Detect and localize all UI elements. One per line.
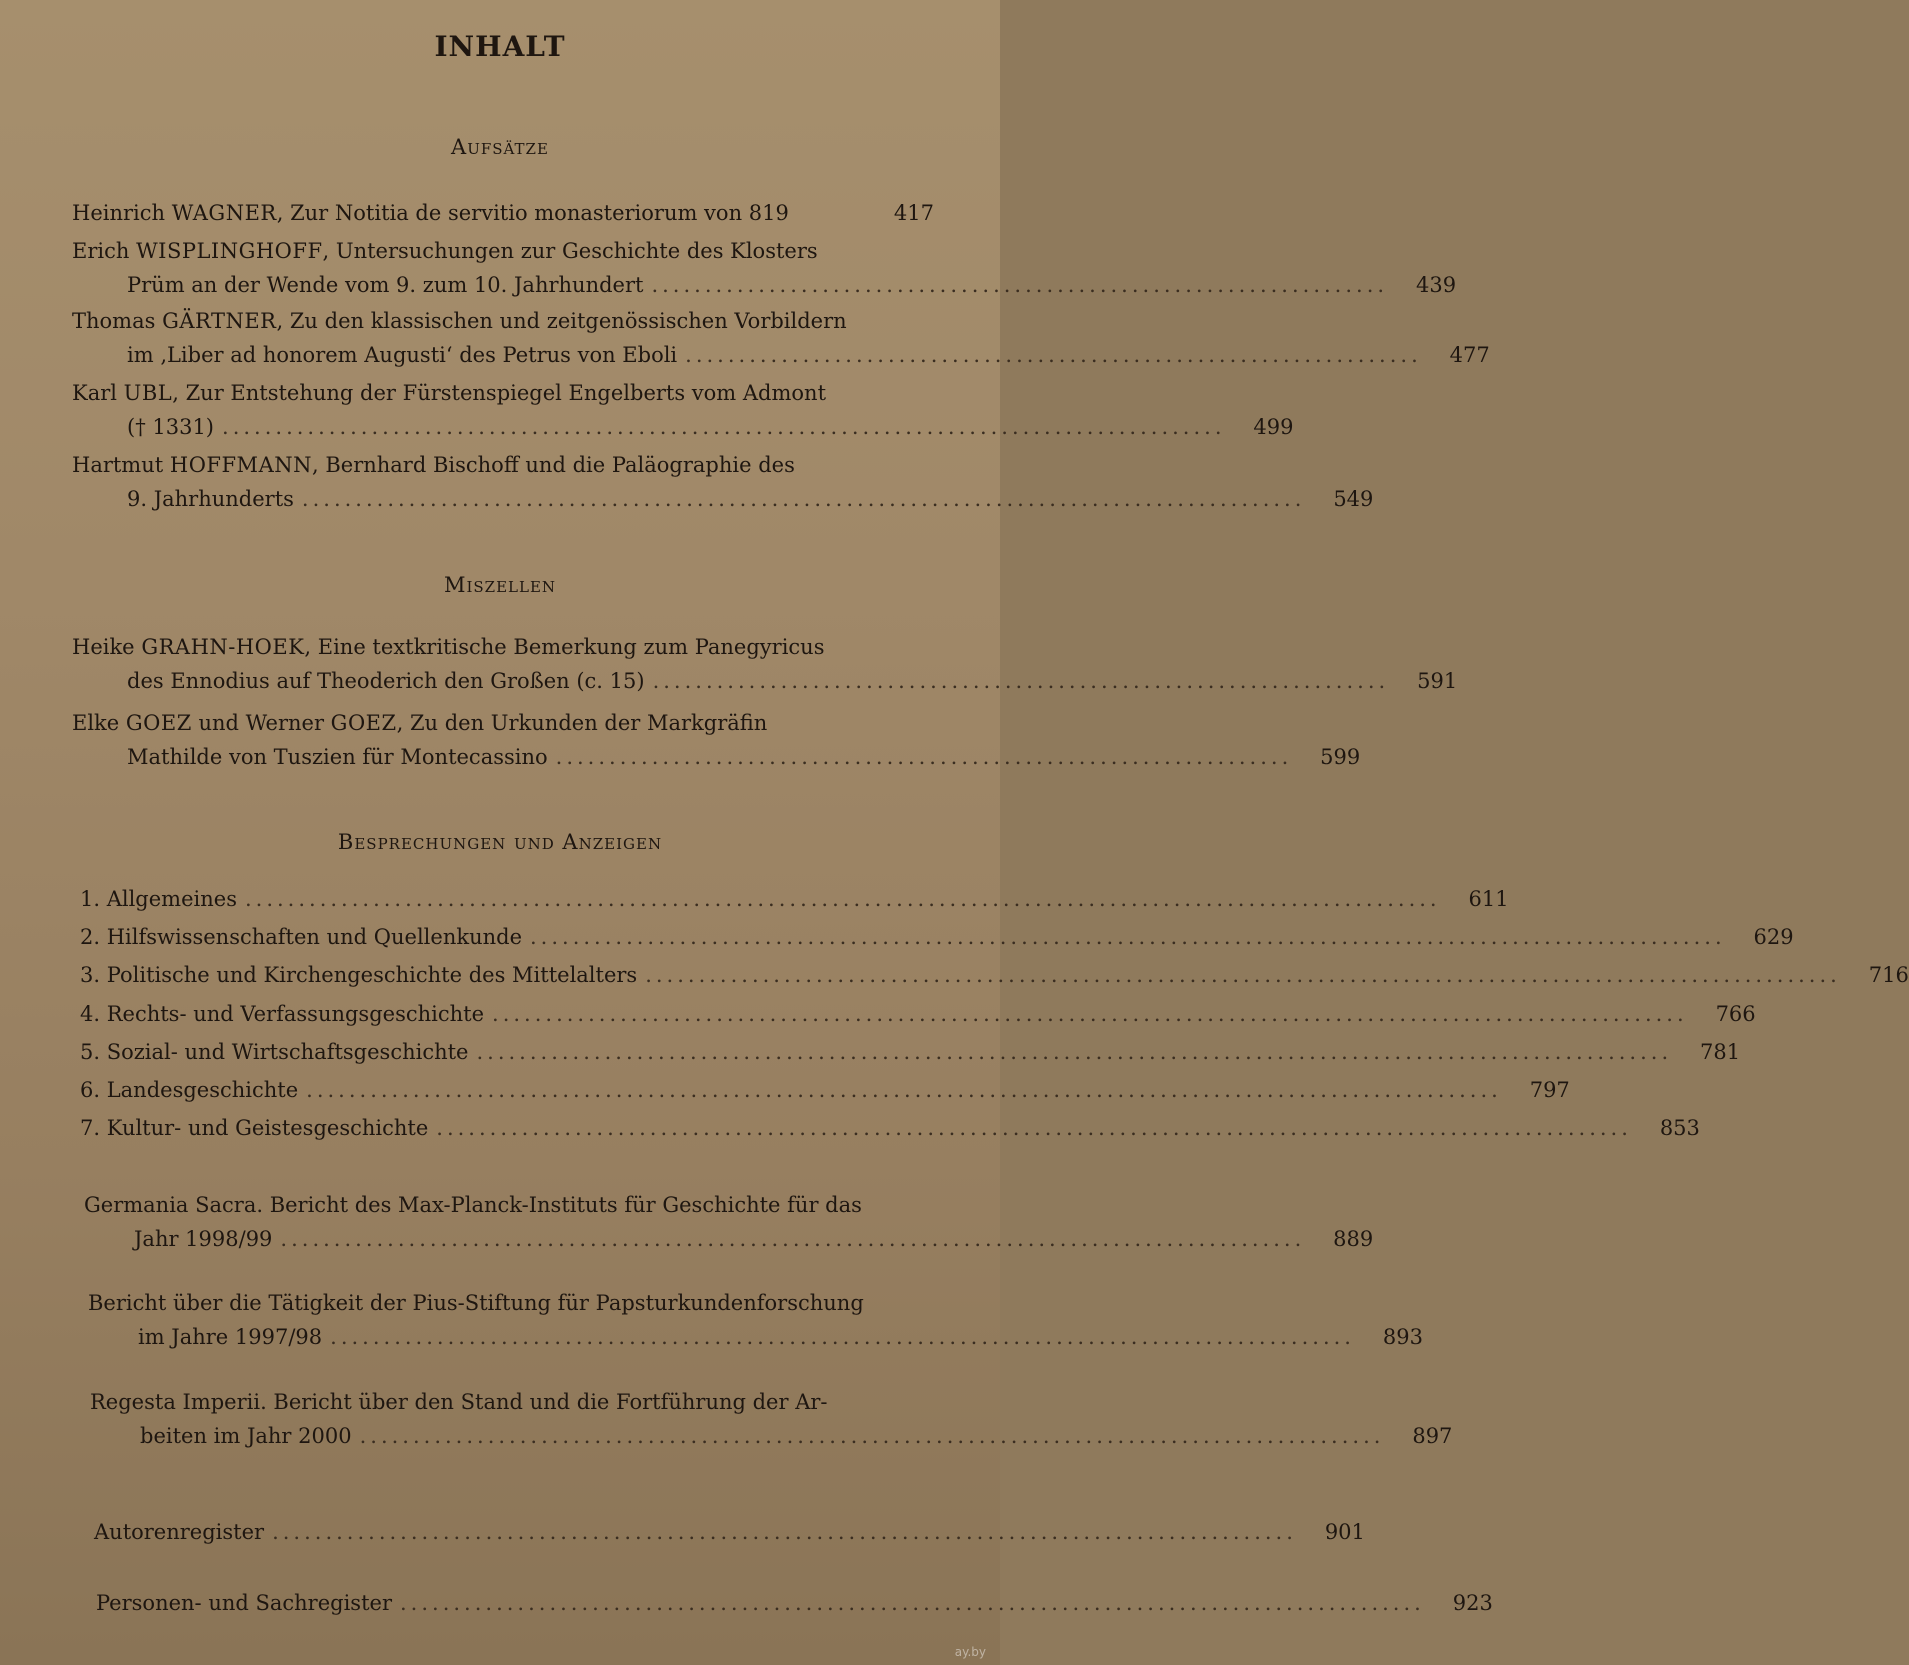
- leader-dots: ................................................................................................: [280, 1227, 1306, 1251]
- toc-entry[interactable]: [94, 1515, 1365, 1549]
- toc-entry[interactable]: [72, 234, 1457, 302]
- author-firstname: Heinrich: [72, 201, 166, 225]
- toc-entry[interactable]: [72, 304, 1490, 372]
- toc-entry[interactable]: [80, 958, 1909, 992]
- entry-title: , Untersuchungen zur Geschichte des Klosters: [322, 239, 818, 263]
- author-firstname: Karl: [72, 381, 117, 405]
- author-surname: UBL: [123, 381, 173, 405]
- entry-title: 4. Rechts- und Verfassungsgeschichte: [80, 1002, 485, 1026]
- entry-title: , Zu den Urkunden der Markgräfin: [396, 711, 768, 735]
- entry-title: 3. Politische und Kirchengeschichte des Mittelalters: [80, 963, 638, 987]
- page-number: 893: [1382, 1325, 1423, 1349]
- leader-dots: ................................................................................................................: [645, 963, 1841, 987]
- entry-title: Regesta Imperii. Bericht über den Stand und die Fortführung der Ar-: [90, 1390, 828, 1414]
- entry-title-continued: im Jahre 1997/98: [138, 1325, 323, 1349]
- leader-dots: ..............................................................................................: [301, 487, 1306, 511]
- toc-entry[interactable]: [80, 1073, 1570, 1107]
- leader-dots: .....................................................................: [652, 669, 1390, 693]
- entry-title: , Eine textkritische Bemerkung zum Panegyricus: [304, 635, 825, 659]
- page-number: 923: [1452, 1591, 1493, 1615]
- leader-dots: ................................................................................................: [359, 1424, 1385, 1448]
- toc-entry[interactable]: [96, 1586, 1493, 1620]
- entry-title: Autorenregister: [94, 1520, 265, 1544]
- toc-entry[interactable]: [80, 1035, 1741, 1069]
- page-number: 853: [1659, 1116, 1700, 1140]
- author-conjunction: und Werner: [191, 711, 331, 735]
- entry-title-continued: beiten im Jahr 2000: [140, 1424, 352, 1448]
- page-number: 716: [1868, 963, 1909, 987]
- page-number: 889: [1333, 1227, 1374, 1251]
- entry-title-continued: († 1331): [127, 415, 215, 439]
- section-heading-besprechungen: Besprechungen und Anzeigen: [337, 830, 663, 854]
- leader-dots: ................................................................................................: [330, 1325, 1355, 1349]
- leader-dots: .....................................................................: [651, 273, 1389, 297]
- toc-entry[interactable]: [80, 1111, 1700, 1145]
- entry-title: , Bernhard Bischoff und die Paläographie des: [311, 453, 795, 477]
- entry-title-continued: Mathilde von Tuszien für Montecassino: [127, 745, 548, 769]
- author-firstname: Thomas: [72, 309, 156, 333]
- leader-dots: ................................................................................................: [400, 1591, 1425, 1615]
- author-firstname: Hartmut: [72, 453, 164, 477]
- author-firstname: Erich: [72, 239, 130, 263]
- page-number: 439: [1415, 273, 1457, 297]
- entry-title: , Zu den klassischen und zeitgenössischen Vorbildern: [276, 309, 847, 333]
- entry-title: Personen- und Sachregister: [96, 1591, 392, 1615]
- entry-title: , Zur Notitia de servitio monasteriorum von 819: [276, 201, 789, 225]
- entry-title: 6. Landesgeschichte: [80, 1078, 299, 1102]
- leader-dots: ................................................................................................................: [530, 925, 1726, 949]
- leader-dots: ..............................................................................................: [222, 415, 1226, 439]
- entry-title: Bericht über die Tätigkeit der Pius-Stiftung für Papsturkundenforschung: [88, 1291, 864, 1315]
- leader-dots: ................................................................................................................: [476, 1040, 1673, 1064]
- section-heading-aufsaetze: Aufsätze: [451, 135, 549, 159]
- watermark: ay.by: [954, 1645, 986, 1659]
- toc-entry[interactable]: [80, 920, 1794, 954]
- author-surname: HOFFMANN: [169, 453, 312, 477]
- page-number: 499: [1253, 415, 1294, 439]
- author-surname: WAGNER: [171, 201, 277, 225]
- toc-entry[interactable]: [72, 630, 1458, 698]
- page-number: 477: [1449, 343, 1490, 367]
- entry-title-continued: Prüm an der Wende vom 9. zum 10. Jahrhundert: [127, 273, 644, 297]
- toc-entry[interactable]: [84, 1188, 1374, 1256]
- page-number: 781: [1700, 1040, 1741, 1064]
- author-firstname: Elke: [72, 711, 120, 735]
- author-surname: GÄRTNER: [162, 309, 277, 333]
- leader-dots: ................................................................................................................: [492, 1002, 1688, 1026]
- leader-dots: ................................................................................................................: [436, 1116, 1632, 1140]
- page-title: INHALT: [434, 30, 566, 63]
- page-number: 417: [893, 201, 934, 225]
- author-surname: GRAHN-HOEK: [141, 635, 305, 659]
- entry-title-continued: Jahr 1998/99: [134, 1227, 273, 1251]
- entry-title: , Zur Entstehung der Fürstenspiegel Engelberts vom Admont: [172, 381, 827, 405]
- toc-entry[interactable]: [72, 448, 1374, 516]
- author-surname: GOEZ: [125, 711, 192, 735]
- entry-title: 7. Kultur- und Geistesgeschichte: [80, 1116, 429, 1140]
- page-number: 797: [1529, 1078, 1570, 1102]
- toc-entry[interactable]: [72, 706, 1361, 774]
- toc-entry[interactable]: [90, 1385, 1453, 1453]
- leader-dots: ................................................................................................................: [244, 887, 1441, 911]
- page-number: 766: [1715, 1002, 1756, 1026]
- entry-title: 5. Sozial- und Wirtschaftsgeschichte: [80, 1040, 469, 1064]
- page-number: 901: [1324, 1520, 1365, 1544]
- leader-dots: ................................................................................................: [272, 1520, 1297, 1544]
- page-number: 629: [1753, 925, 1794, 949]
- toc-entry[interactable]: [72, 196, 934, 230]
- entry-title-continued: im ‚Liber ad honorem Augusti‘ des Petrus von Eboli: [127, 343, 678, 367]
- toc-entry[interactable]: [72, 376, 1294, 444]
- page-number: 591: [1417, 669, 1458, 693]
- entry-title: 1. Allgemeines: [80, 887, 237, 911]
- entry-title-continued: 9. Jahrhunderts: [127, 487, 294, 511]
- page-number: 599: [1320, 745, 1361, 769]
- page-number: 549: [1333, 487, 1374, 511]
- page-number: 897: [1412, 1424, 1453, 1448]
- leader-dots: .....................................................................: [555, 745, 1293, 769]
- toc-entry[interactable]: [88, 1286, 1423, 1354]
- author-surname: GOEZ: [330, 711, 397, 735]
- entry-title: 2. Hilfswissenschaften und Quellenkunde: [80, 925, 522, 949]
- page-number: 611: [1468, 887, 1509, 911]
- author-surname: WISPLINGHOFF: [136, 239, 323, 263]
- entry-title: Germania Sacra. Bericht des Max-Planck-Instituts für Geschichte für das: [84, 1193, 862, 1217]
- author-firstname: Heike: [72, 635, 135, 659]
- toc-entry[interactable]: [80, 997, 1756, 1031]
- leader-dots: ................................................................................................................: [306, 1078, 1502, 1102]
- entry-title-continued: des Ennodius auf Theoderich den Großen (c. 15): [127, 669, 645, 693]
- section-heading-miszellen: Miszellen: [443, 573, 557, 597]
- leader-dots: .....................................................................: [685, 343, 1422, 367]
- toc-entry[interactable]: [80, 882, 1509, 916]
